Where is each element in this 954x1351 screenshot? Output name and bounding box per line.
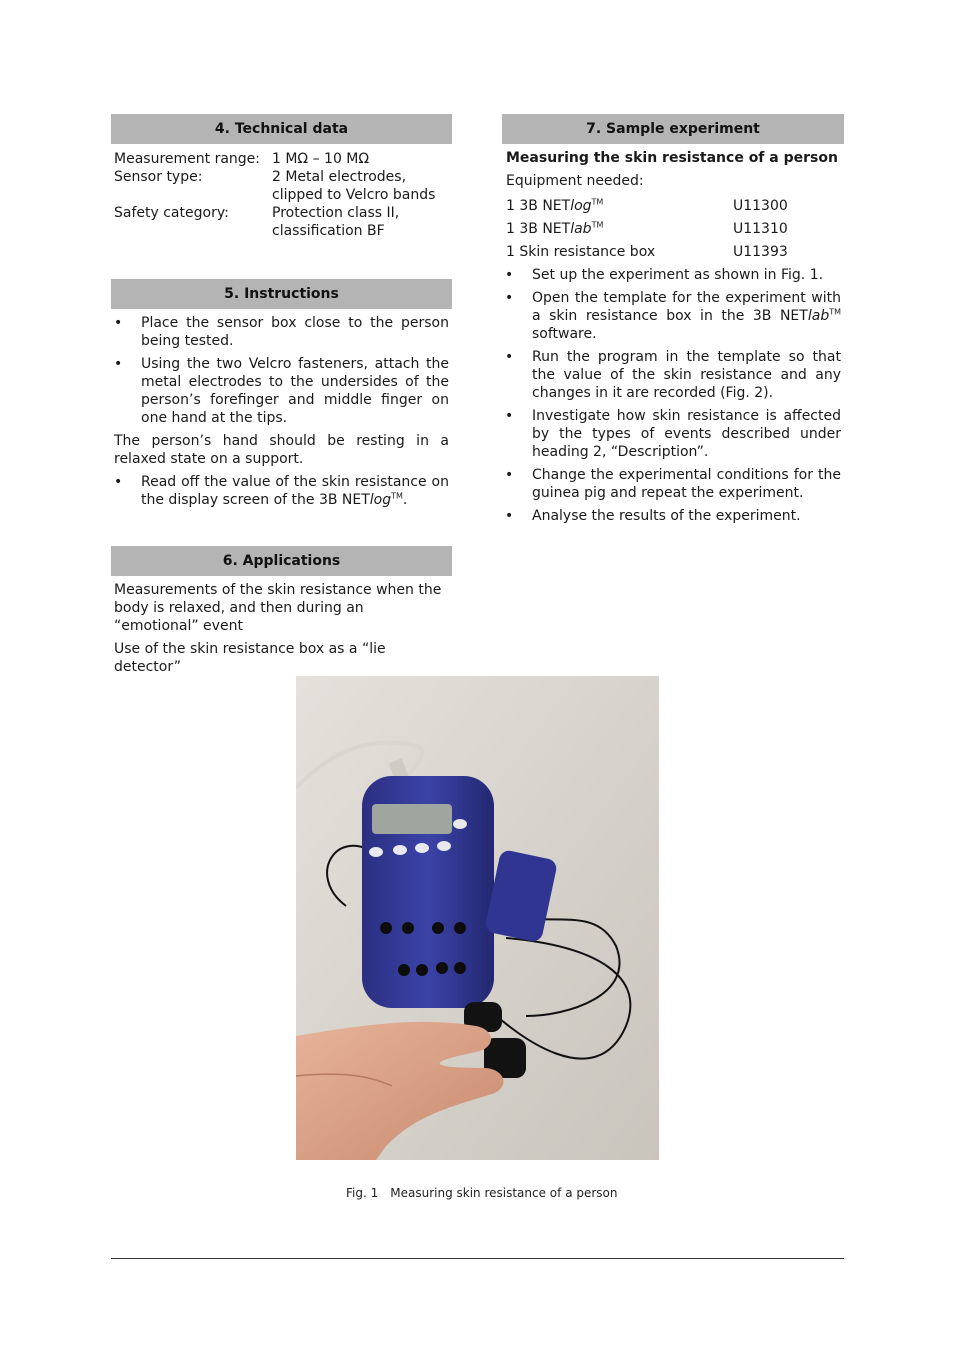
list-item: • Place the sensor box close to the person being tested. xyxy=(111,314,452,350)
apparatus-illustration xyxy=(296,676,659,1160)
list-item: • Change the experimental conditions for the guinea pig and repeat the experiment. xyxy=(502,466,844,502)
sample-experiment-heading: 7. Sample experiment xyxy=(502,114,844,144)
equipment-name xyxy=(506,195,733,218)
equipment-row xyxy=(502,218,844,241)
equipment-name: 1 Skin resistance box xyxy=(506,244,656,260)
technical-row xyxy=(114,168,452,204)
instructions-list xyxy=(111,314,452,427)
figure-photo xyxy=(296,676,659,1160)
technical-row-label: Measurement range: xyxy=(114,151,260,167)
equipment-label: Equipment needed: xyxy=(506,173,644,189)
equipment-row xyxy=(502,195,844,218)
product-italic: lab xyxy=(570,221,592,237)
trademark: TM xyxy=(591,197,604,207)
applications-paragraph: Measurements of the skin resistance when the body is relaxed, and then during an “emotional” event xyxy=(114,582,442,634)
footer-rule xyxy=(111,1258,844,1259)
list-item: • Using the two Velcro fasteners, attach the metal electrodes to the undersides of the person’s forefinger and middle finger on one hand at the tips. xyxy=(111,355,452,427)
list-item: • Analyse the results of the experiment. xyxy=(502,507,844,525)
equipment-code: U11300 xyxy=(733,198,788,214)
product-italic: log xyxy=(570,198,592,214)
text: Open the template for the experiment with a skin resistance box in the 3B NET xyxy=(532,290,841,324)
text: software. xyxy=(532,326,597,342)
applications-paragraph: Use of the skin resistance box as a “lie detector” xyxy=(114,641,386,675)
instructions-heading: 5. Instructions xyxy=(111,279,452,309)
text: Read off the value of the skin resistance on the display screen of the 3B NET xyxy=(141,474,449,508)
list-item xyxy=(111,473,452,509)
technical-row-value: 1 MΩ – 10 MΩ xyxy=(272,151,370,167)
trademark: TM xyxy=(391,491,403,501)
product-italic: log xyxy=(369,492,392,508)
equipment-code: U11310 xyxy=(733,221,788,237)
equipment-code: U11393 xyxy=(733,244,788,260)
list-item: • Set up the experiment as shown in Fig. 1. xyxy=(502,266,844,284)
text: 1 3B NET xyxy=(506,221,571,237)
figure-caption-text: Measuring skin resistance of a person xyxy=(390,1186,618,1200)
right-column xyxy=(502,114,844,530)
instructions-list xyxy=(111,473,452,509)
applications-heading: 6. Applications xyxy=(111,546,452,576)
trademark: TM xyxy=(591,220,604,230)
list-item: • Run the program in the template so that the value of the skin resistance and any changes in it are recorded (Fig. 2). xyxy=(502,348,844,402)
product-italic: lab xyxy=(807,308,830,324)
technical-row-value: 2 Metal electrodes, clipped to Velcro bands xyxy=(272,169,436,203)
experiment-steps xyxy=(502,266,844,525)
technical-row xyxy=(114,150,452,168)
technical-row-label: Safety category: xyxy=(114,205,229,221)
text: . xyxy=(402,492,408,508)
technical-row-value: Protection class II, classification BF xyxy=(272,205,400,239)
experiment-subheading: Measuring the skin resistance of a person xyxy=(506,150,838,166)
technical-data-heading: 4. Technical data xyxy=(111,114,452,144)
technical-data-table xyxy=(111,150,452,240)
list-item xyxy=(502,289,844,343)
equipment-row xyxy=(502,241,844,264)
list-item: • Investigate how skin resistance is affected by the types of events described under heading 2, “Description”. xyxy=(502,407,844,461)
figure-label: Fig. 1 xyxy=(346,1186,379,1200)
text: 1 3B NET xyxy=(506,198,571,214)
figure-caption xyxy=(346,1184,618,1202)
instructions-paragraph: The person’s hand should be resting in a relaxed state on a support. xyxy=(114,433,449,467)
trademark: TM xyxy=(829,307,841,317)
technical-row xyxy=(114,204,452,240)
equipment-name xyxy=(506,218,733,241)
left-column xyxy=(111,114,452,681)
technical-row-label: Sensor type: xyxy=(114,169,203,185)
